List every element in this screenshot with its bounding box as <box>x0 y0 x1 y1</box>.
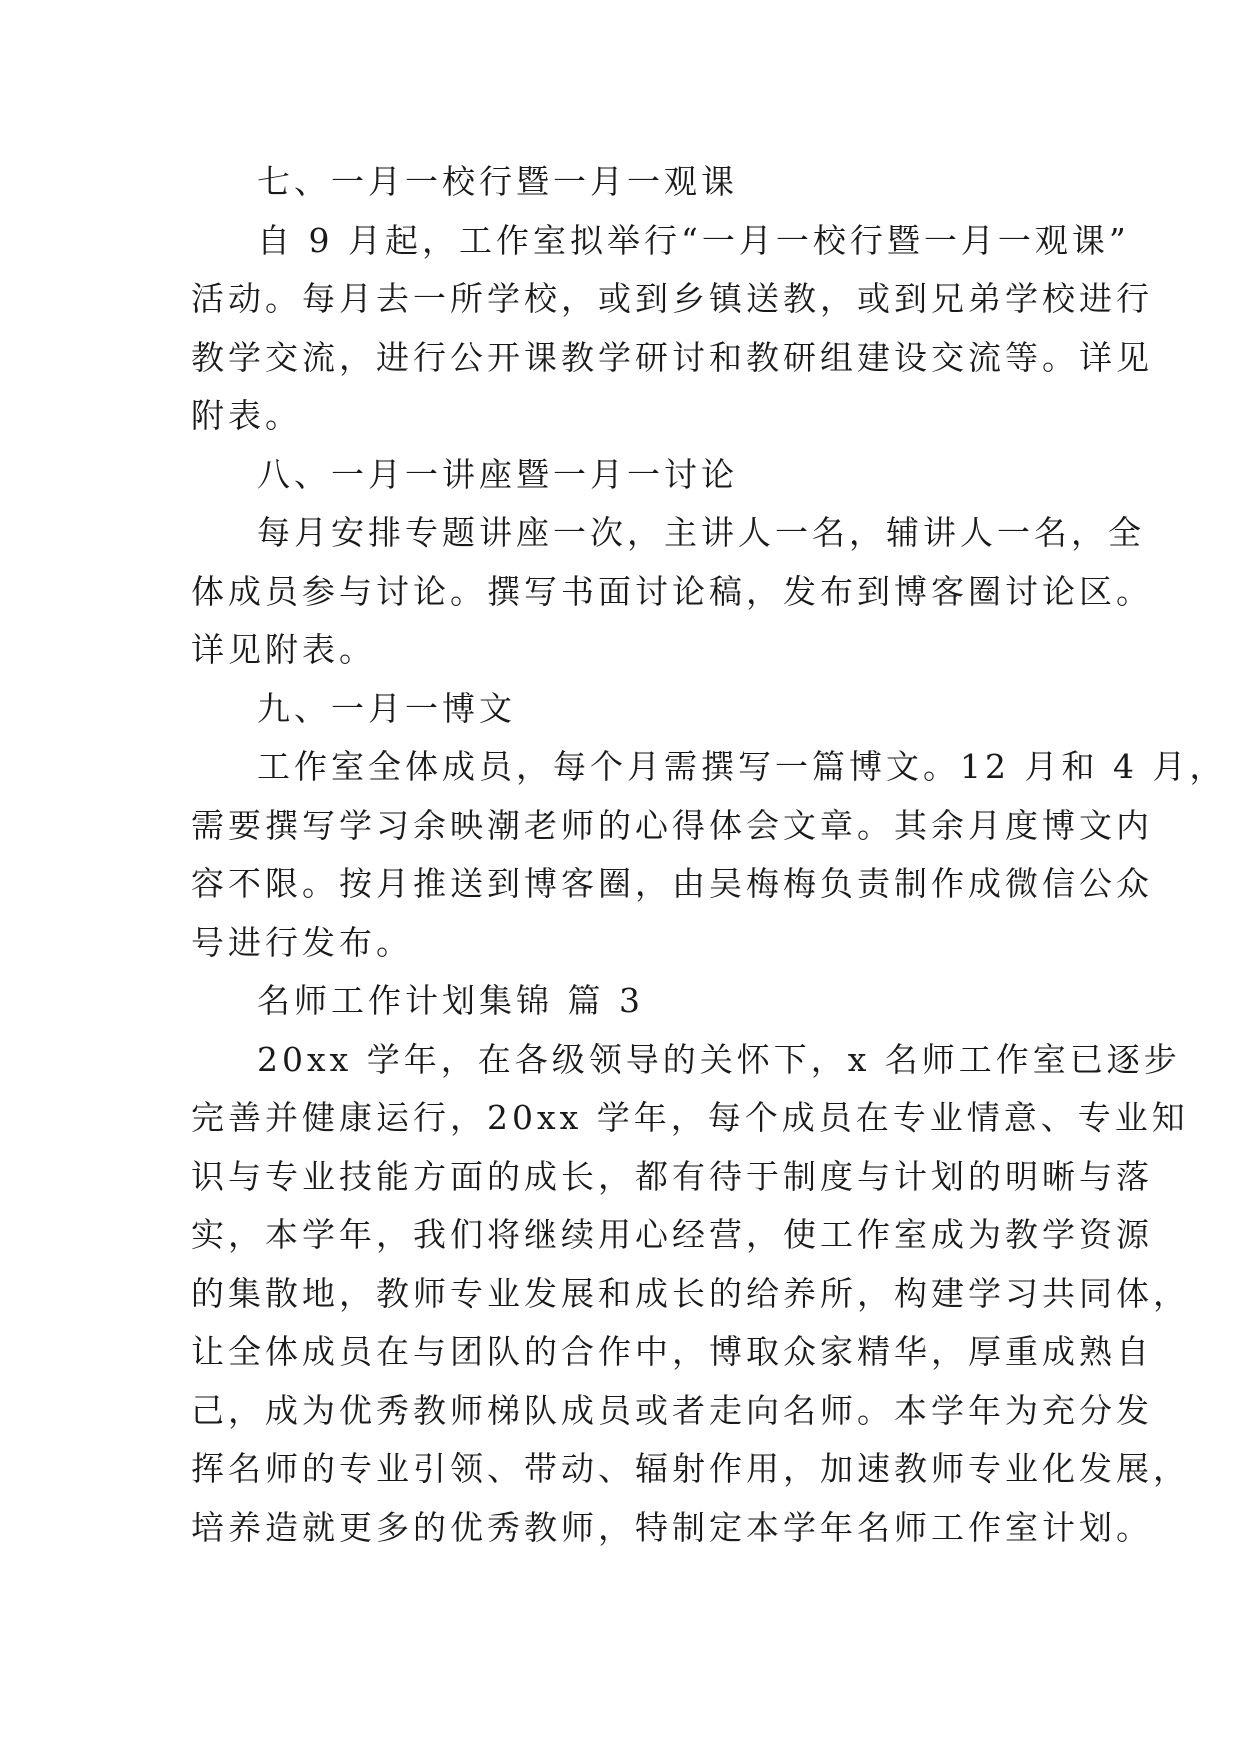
paragraph-line: 容不限。按月推送到博客圈，由吴梅梅负责制作成微信公众 <box>191 864 1153 903</box>
paragraph-line: 每月安排专题讲座一次，主讲人一名，辅讲人一名，全 <box>257 513 1145 552</box>
paragraph-line: 培养造就更多的优秀教师，特制定本学年名师工作室计划。 <box>191 1507 1153 1547</box>
paragraph-line: 己，成为优秀教师梯队成员或者走向名师。本学年为充分发 <box>191 1390 1153 1430</box>
paragraph-line: 让全体成员在与团队的合作中，博取众家精华，厚重成熟自 <box>191 1332 1153 1371</box>
article-title: 名师工作计划集锦 篇 3 <box>257 981 644 1020</box>
paragraph-line: 工作室全体成员，每个月需撰写一篇博文。12 月和 4 月， <box>257 747 1227 786</box>
paragraph-line: 识与专业技能方面的成长，都有待于制度与计划的明晰与落 <box>191 1156 1153 1196</box>
paragraph-line: 自 9 月起，工作室拟举行“一月一校行暨一月一观课” <box>257 220 1130 260</box>
paragraph-line: 的集散地，教师专业发展和成长的给养所，构建学习共同体， <box>191 1273 1190 1313</box>
paragraph-line: 需要撰写学习余映潮老师的心得体会文章。其余月度博文内 <box>191 805 1153 845</box>
paragraph-line: 教学交流，进行公开课教学研讨和教研组建设交流等。详见 <box>191 337 1153 377</box>
paragraph-line: 体成员参与讨论。撰写书面讨论稿，发布到博客圈讨论区。 <box>191 571 1153 611</box>
paragraph-line: 完善并健康运行，20xx 学年，每个成员在专业情意、专业知 <box>191 1098 1189 1137</box>
section-heading-7: 七、一月一校行暨一月一观课 <box>257 162 738 201</box>
section-heading-9: 九、一月一博文 <box>257 688 516 728</box>
paragraph-line: 实，本学年，我们将继续用心经营，使工作室成为教学资源 <box>191 1215 1153 1254</box>
paragraph-line: 详见附表。 <box>191 630 376 669</box>
document-body <box>191 153 1227 1557</box>
section-heading-8: 八、一月一讲座暨一月一讨论 <box>257 454 738 494</box>
paragraph-line: 20xx 学年，在各级领导的关怀下，x 名师工作室已逐步 <box>257 1039 1181 1079</box>
paragraph-line: 号进行发布。 <box>191 922 413 962</box>
paragraph-line: 活动。每月去一所学校，或到乡镇送教，或到兄弟学校进行 <box>191 279 1153 318</box>
paragraph-line: 附表。 <box>191 396 302 435</box>
paragraph-line: 挥名师的专业引领、带动、辐射作用，加速教师专业化发展， <box>191 1449 1190 1488</box>
